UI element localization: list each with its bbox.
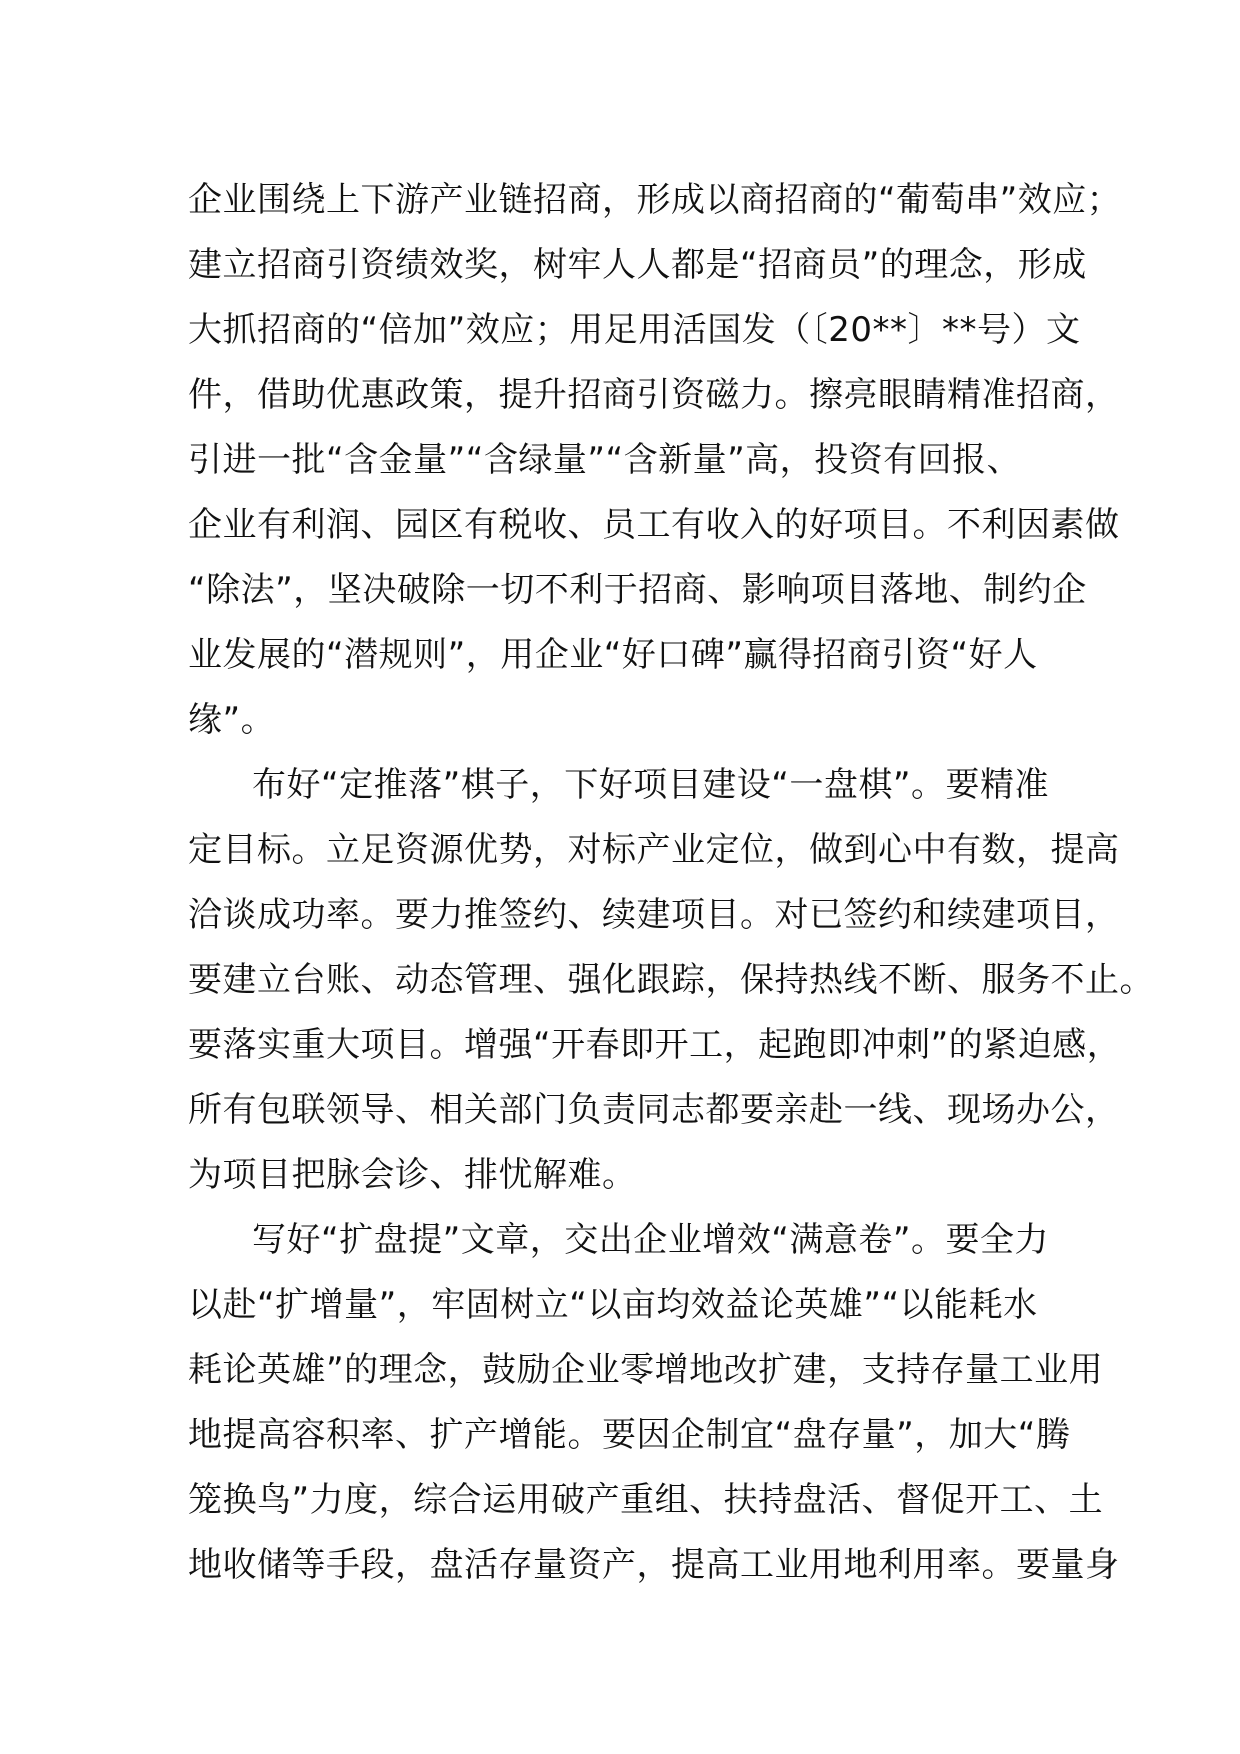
text-line: 所有包联领导、相关部门负责同志都要亲赴一线、现场办公， xyxy=(188,1090,1120,1130)
text-line: 件，借助优惠政策，提升招商引资磁力。擦亮眼睛精准招商， xyxy=(188,375,1120,415)
text-line: 要落实重大项目。增强“开春即开工，起跑即冲刺”的紧迫感， xyxy=(188,1025,1122,1065)
text-line: 布好“定推落”棋子，下好项目建设“一盘棋”。要精准 xyxy=(252,765,1049,805)
text-line: 地提高容积率、扩产增能。要因企制宜“盘存量”，加大“腾 xyxy=(188,1415,1071,1455)
text-line: 为项目把脉会诊、排忧解难。 xyxy=(188,1155,637,1195)
text-line: 引进一批“含金量”“含绿量”“含新量”高，投资有回报、 xyxy=(188,440,1022,480)
text-line: 企业围绕上下游产业链招商，形成以商招商的“葡萄串”效应； xyxy=(188,180,1122,220)
text-line: 建立招商引资绩效奖，树牢人人都是“招商员”的理念，形成 xyxy=(188,245,1087,285)
text-line: 大抓招商的“倍加”效应；用足用活国发（〔20**〕**号）文 xyxy=(188,310,1081,350)
text-line: 缘”。 xyxy=(188,700,276,740)
text-line: 以赴“扩增量”，牢固树立“以亩均效益论英雄”“以能耗水 xyxy=(188,1285,1038,1325)
document-body xyxy=(188,168,1154,1598)
text-line: 写好“扩盘提”文章，交出企业增效“满意卷”。要全力 xyxy=(252,1220,1049,1260)
text-line: 笼换鸟”力度，综合运用破产重组、扶持盘活、督促开工、土 xyxy=(188,1480,1104,1520)
text-line: 地收储等手段，盘活存量资产，提高工业用地利用率。要量身 xyxy=(188,1545,1120,1585)
text-line: 定目标。立足资源优势，对标产业定位，做到心中有数，提高 xyxy=(188,830,1120,870)
text-line: 企业有利润、园区有税收、员工有收入的好项目。不利因素做 xyxy=(188,505,1120,545)
text-line: 洽谈成功率。要力推签约、续建项目。对已签约和续建项目， xyxy=(188,895,1120,935)
text-line: “除法”，坚决破除一切不利于招商、影响项目落地、制约企 xyxy=(188,570,1087,610)
text-line: 要建立台账、动态管理、强化跟踪，保持热线不断、服务不止。 xyxy=(188,960,1154,1000)
text-line: 业发展的“潜规则”，用企业“好口碑”赢得招商引资“好人 xyxy=(188,635,1038,675)
text-line: 耗论英雄”的理念，鼓励企业零增地改扩建，支持存量工业用 xyxy=(188,1350,1104,1390)
